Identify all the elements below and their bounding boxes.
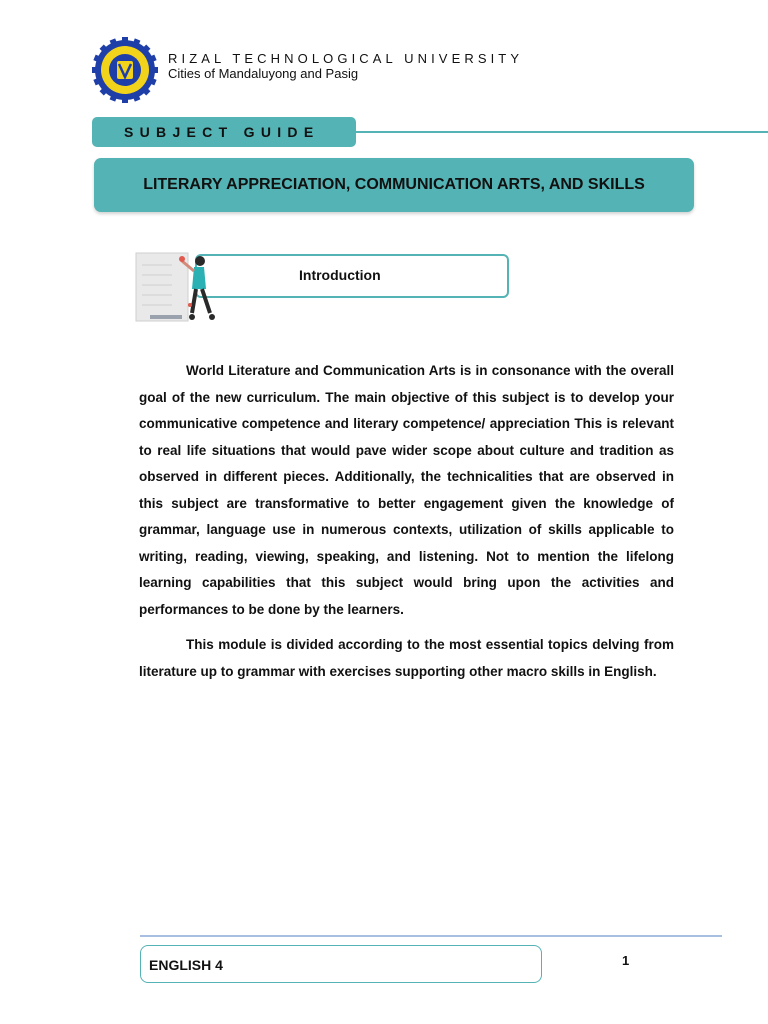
university-seal-icon — [92, 37, 158, 103]
footer-divider — [140, 935, 722, 937]
course-title-banner — [94, 158, 694, 212]
university-name: RIZAL TECHNOLOGICAL UNIVERSITY — [168, 51, 524, 66]
subject-guide-label: SUBJECT GUIDE — [124, 124, 320, 140]
footer-course: ENGLISH 4 — [149, 957, 223, 973]
introduction-body — [139, 358, 674, 685]
person-with-board-icon — [130, 243, 222, 325]
course-title: LITERARY APPRECIATION, COMMUNICATION ARTS, AND SKILLS — [143, 176, 645, 193]
paragraph: This module is divided according to the most essential topics delving from literature up to grammar with exercises supporting other macro skills in English. — [139, 637, 674, 679]
subject-guide-banner — [92, 117, 356, 147]
section-heading-box — [195, 254, 509, 298]
section-heading: Introduction — [299, 267, 381, 283]
paragraph: World Literature and Communication Arts is in consonance with the overall goal of the new curriculum. The main objective of this subject is to develop your communicative competence and literary competence/ appreciation This is relevant to real life situations that would pave wider scope about culture and tradition as observed in different pieces. Additionally, the technicalities that are observed in this subject are transformative to better engagement given the knowledge of grammar, language use in numerous contexts, utilization of skills applicable to writing, reading, viewing, speaking, and listening. Not to mention the lifelong learning capabilities that this subject would bring upon the activities and performances to be done by the learners. — [139, 363, 674, 617]
divider — [356, 131, 768, 133]
university-location: Cities of Mandaluyong and Pasig — [168, 66, 359, 81]
footer-course-box — [140, 945, 542, 983]
page-number: 1 — [622, 953, 630, 968]
